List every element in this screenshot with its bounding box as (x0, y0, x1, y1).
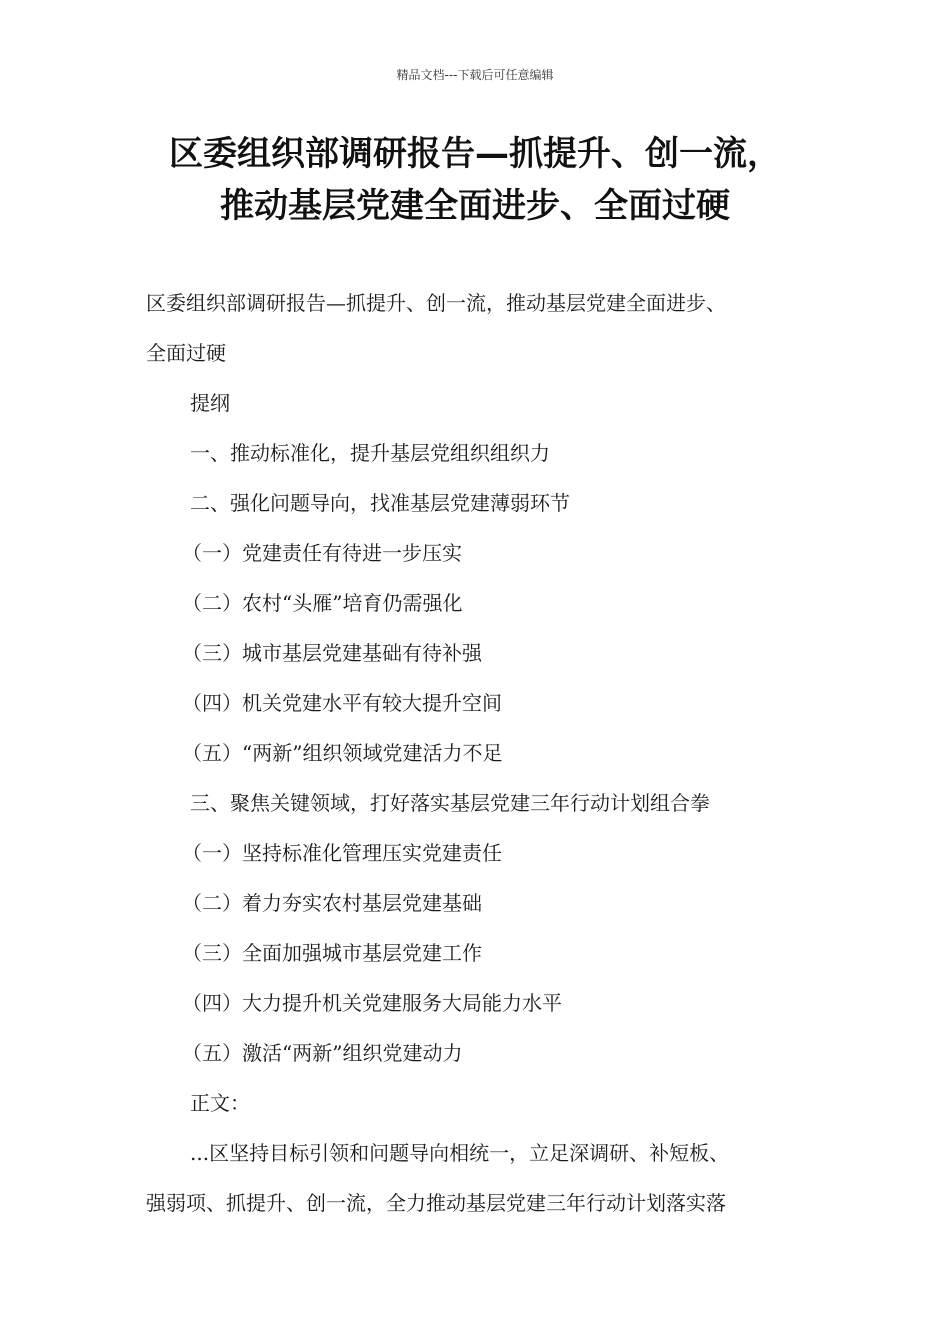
document-body (146, 278, 810, 1228)
title-line-1: 区委组织部调研报告—抓提升、创一流， (169, 134, 781, 174)
outline-item: 一、推动标准化，提升基层党组织组织力 (190, 441, 550, 465)
title-line-2: 推动基层党建全面进步、全面过硬 (220, 186, 730, 226)
intro-line-1: 区委组织部调研报告—抓提升、创一流，推动基层党建全面进步、 (146, 291, 726, 315)
outline-subitem: （一）坚持标准化管理压实党建责任 (182, 841, 502, 865)
outline-subitem: （五）“两新”组织领域党建活力不足 (182, 741, 503, 765)
outline-subitem: （一）党建责任有待进一步压实 (182, 541, 462, 565)
outline-subitem: （二）着力夯实农村基层党建基础 (182, 891, 482, 915)
outline-item: 三、聚焦关键领域，打好落实基层党建三年行动计划组合拳 (190, 791, 710, 815)
main-text-label: 正文： (190, 1091, 250, 1115)
paragraph-line-2: 强弱项、抓提升、创一流，全力推动基层党建三年行动计划落实落 (146, 1191, 726, 1215)
document-title (0, 128, 950, 232)
outline-subitem: （三）全面加强城市基层党建工作 (182, 941, 482, 965)
outline-subitem: （四）机关党建水平有较大提升空间 (182, 691, 502, 715)
outline-subitem: （四）大力提升机关党建服务大局能力水平 (182, 991, 562, 1015)
paragraph-line-1: ...区坚持目标引领和问题导向相统一，立足深调研、补短板、 (190, 1141, 730, 1165)
outline-item: 二、强化问题导向，找准基层党建薄弱环节 (190, 491, 570, 515)
outline-subitem: （二）农村“头雁”培育仍需强化 (182, 591, 463, 615)
outline-subitem: （三）城市基层党建基础有待补强 (182, 641, 482, 665)
outline-label: 提纲 (190, 391, 230, 415)
header-note: 精品文档---下载后可任意编辑 (396, 68, 554, 82)
outline-subitem: （五）激活“两新”组织党建动力 (182, 1041, 463, 1065)
intro-line-2: 全面过硬 (146, 341, 226, 365)
